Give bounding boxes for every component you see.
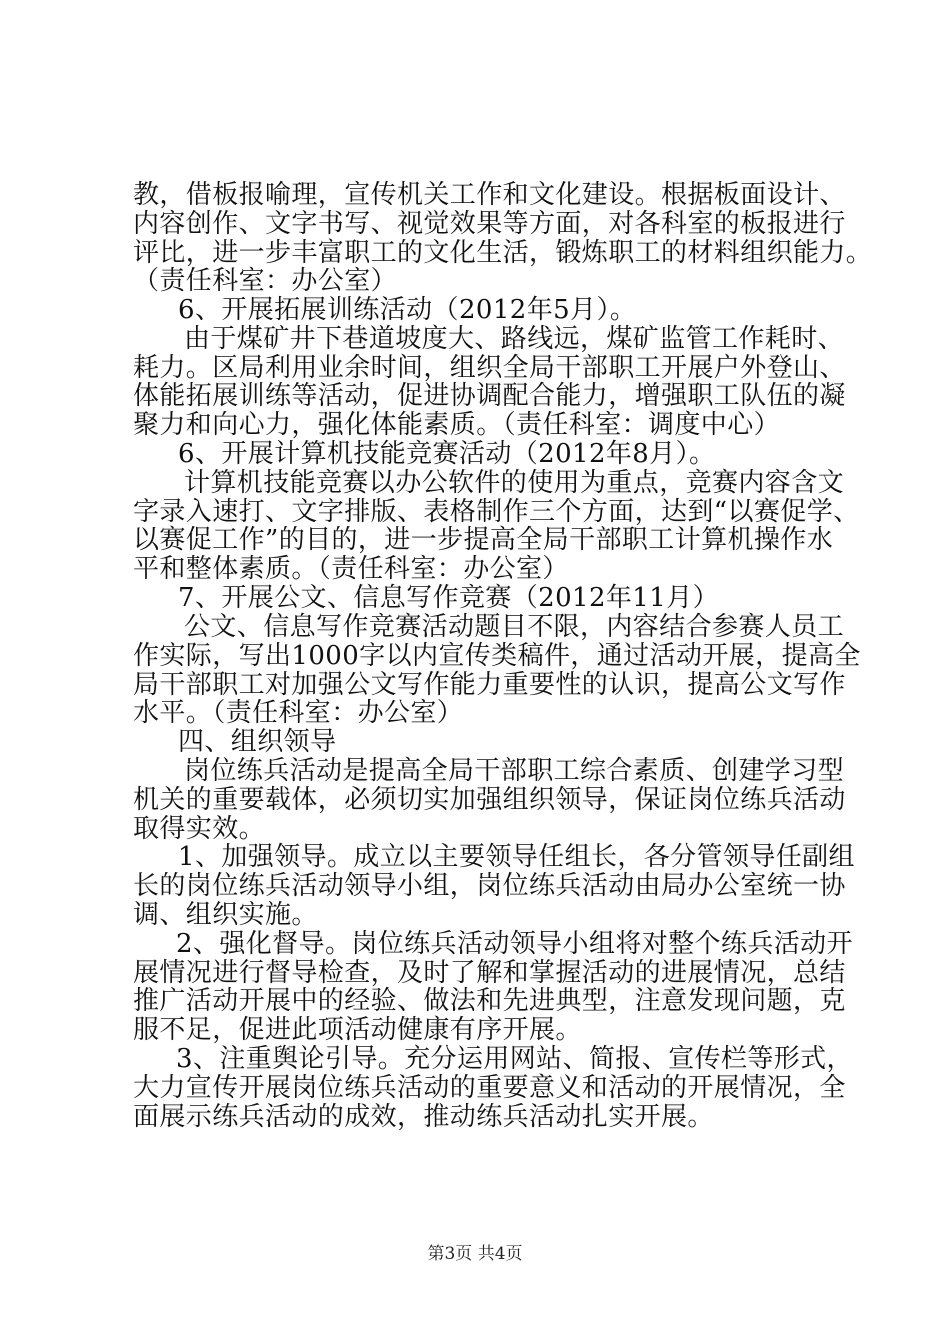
body-line: 服不足，促进此项活动健康有序开展。 [133, 1015, 582, 1045]
body-line: 大力宣传开展岗位练兵活动的重要意义和活动的开展情况，全 [133, 1073, 846, 1103]
body-line: 耗力。区局利用业余时间，组织全局干部职工开展户外登山、 [133, 353, 846, 383]
body-line: 作实际，写出1000字以内宣传类稿件，通过活动开展，提高全 [133, 641, 861, 671]
body-line: 长的岗位练兵活动领导小组，岗位练兵活动由局办公室统一协 [133, 871, 846, 901]
body-line: 展情况进行督导检查，及时了解和掌握活动的进展情况，总结 [133, 958, 846, 988]
body-line: 聚力和向心力，强化体能素质。（责任科室：调度中心） [133, 410, 781, 440]
section-heading: 6、开展拓展训练活动（2012年5月）。 [178, 295, 637, 325]
body-line: 内容创作、文字书写、视觉效果等方面，对各科室的板报进行 [133, 209, 846, 239]
page-number: 第3页 共4页 [427, 1244, 523, 1264]
section-heading: 四、组织领导 [178, 727, 337, 757]
body-line: 体能拓展训练等活动，促进协调配合能力，增强职工队伍的凝 [133, 381, 846, 411]
body-line: 面展示练兵活动的成效，推动练兵活动扎实开展。 [133, 1102, 714, 1132]
body-line: 取得实效。 [133, 814, 266, 844]
body-line: 以赛促工作”的目的，进一步提高全局干部职工计算机操作水 [133, 525, 834, 555]
section-heading: 6、开展计算机技能竞赛活动（2012年8月）。 [178, 439, 716, 469]
body-line: 3、注重舆论引导。充分运用网站、简报、宣传栏等形式， [176, 1044, 853, 1074]
body-line: 水平。（责任科室：办公室） [133, 698, 464, 728]
body-line: 计算机技能竞赛以办公软件的使用为重点，竞赛内容含文 [184, 468, 845, 498]
body-line: 公文、信息写作竞赛活动题目不限，内容结合参赛人员工 [184, 612, 845, 642]
body-line: 教，借板报喻理，宣传机关工作和文化建设。根据板面设计、 [133, 180, 846, 210]
body-line: 字录入速打、文字排版、表格制作三个方面，达到“以赛促学、 [133, 497, 860, 527]
body-line: 1、加强领导。成立以主要领导任组长，各分管领导任副组 [178, 842, 855, 872]
body-line: 平和整体素质。（责任科室：办公室） [133, 554, 569, 584]
body-line: 由于煤矿井下巷道坡度大、路线远，煤矿监管工作耗时、 [184, 324, 845, 354]
body-line: 岗位练兵活动是提高全局干部职工综合素质、创建学习型 [184, 756, 845, 786]
section-heading: 7、开展公文、信息写作竞赛（2012年11月） [178, 583, 719, 613]
body-line: 评比，进一步丰富职工的文化生活，锻炼职工的材料组织能力。 [133, 238, 873, 268]
body-line: 推广活动开展中的经验、做法和先进典型，注意发现问题，克 [133, 986, 846, 1016]
body-line: 局干部职工对加强公文写作能力重要性的认识，提高公文写作 [133, 670, 846, 700]
body-line: （责任科室：办公室） [133, 266, 398, 296]
body-line: 调、组织实施。 [133, 900, 318, 930]
body-line: 机关的重要载体，必须切实加强组织领导，保证岗位练兵活动 [133, 785, 846, 815]
body-line: 2、强化督导。岗位练兵活动领导小组将对整个练兵活动开 [176, 929, 853, 959]
